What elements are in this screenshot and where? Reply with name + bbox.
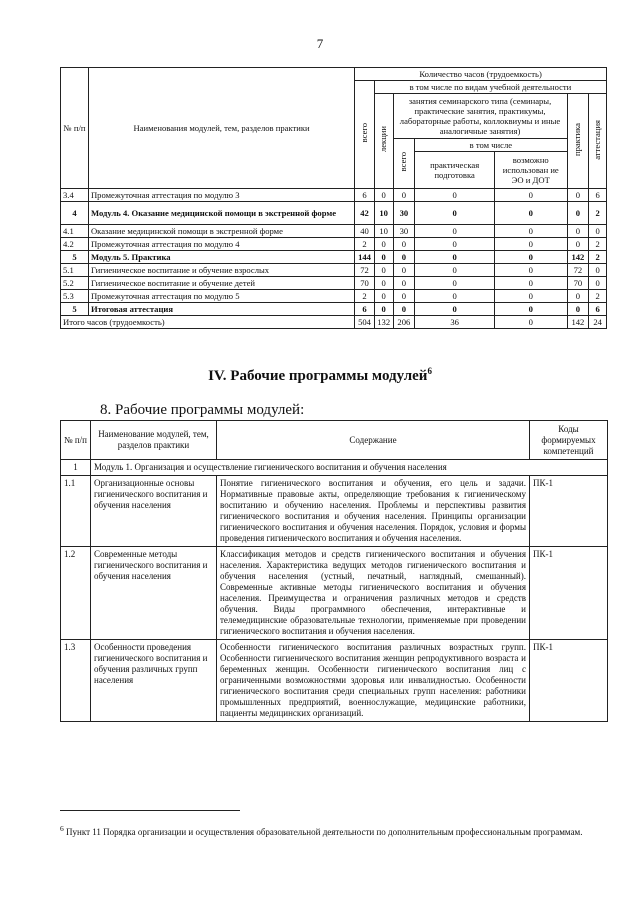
header-practical: практическая подготовка: [415, 152, 495, 189]
table-row-module: 5 Модуль 5. Практика 144 0 0 0 0 142 2: [61, 251, 607, 264]
table-row: 1.1 Организационные основы гигиенического воспитания и обучения населения Понятие гигиенического воспитания и обучения, его цель и задачи. Нормативные правовые акты, определяющие требования к гигиеническому воспитанию и обучению населения. Проблемы и перспективы развития гигиенического воспитания и обучения населения. Принципы организации гигиенического воспитания и обучения населения. Порядок, условия и формы проведения гигиенического воспитания и обучения населения. ПК-1: [61, 476, 608, 547]
module-programs-table: [60, 420, 608, 722]
table-row: 3.4 Промежуточная аттестация по модулю 3 6 0 0 0 0 0 6: [61, 189, 607, 202]
header-total: всего: [355, 81, 375, 189]
header-name: Наименование модулей, тем, разделов практики: [91, 421, 217, 460]
table-row: 1.3 Особенности проведения гигиенического воспитания и обучения различных групп населения Особенности гигиенического воспитания различных возрастных групп. Особенности гигиенического воспитания женщин репродуктивного возраста и беременных женщин. Особенности гигиенического воспитания лиц с ограниченными возможностями здоровья или инвалидностью. Особенности гигиенического воспитания среди специальных групп населения: работники промышленных предприятий, военнослужащие, медицинские работники, пациенты медицинских организаций. ПК-1: [61, 640, 608, 722]
table-row-module: 5 Итоговая аттестация 6 0 0 0 0 0 6: [61, 303, 607, 316]
table-row: 4.2 Промежуточная аттестация по модулю 4 2 0 0 0 0 0 2: [61, 238, 607, 251]
header-num: № п/п: [61, 68, 89, 189]
table-row: 1.2 Современные методы гигиенического воспитания и обучения населения Классификация методов и средств гигиенического воспитания и обучения населения. Характеристика ведущих методов гигиенического воспитания и обучения населения (устный, печатный, наглядный, смешанный). Современные активные методы гигиенического воспитания и обучения населения. Преимущества и ограничения различных методов и средств обучения. Виды программного обеспечения, интерактивные и телемедицинские образовательные технологии, применяемые при проведении гигиенического воспитания и обучения населения. ПК-1: [61, 547, 608, 640]
header-hours: Количество часов (трудоемкость): [355, 68, 607, 81]
header-lectures: лекции: [374, 94, 393, 189]
section-title: IV. Рабочие программы модулей$^6$: [208, 366, 432, 384]
footnote: [60, 822, 607, 839]
footnote-mark: 6: [60, 824, 64, 833]
header-attestation: аттестация: [589, 94, 607, 189]
page-number: 7: [316, 36, 324, 51]
header-codes: Коды формируемых компетенций: [530, 421, 608, 460]
table-row: 5.3 Промежуточная аттестация по модулю 5 2 0 0 0 0 0 2: [61, 290, 607, 303]
header-seminar: занятия семинарского типа (семинары, практические занятия, практикумы, лабораторные работы, коллоквиумы и иные аналогичные занятия): [393, 94, 567, 139]
footnote-divider: [60, 810, 240, 811]
module-row: 1 Модуль 1. Организация и осуществление гигиенического воспитания и обучения населения: [61, 460, 608, 476]
header-incl: в том числе: [415, 139, 567, 152]
table-row: 5.2 Гигиеническое воспитание и обучение детей 70 0 0 0 0 70 0: [61, 277, 607, 290]
header-num: № п/п: [61, 421, 91, 460]
table-row-module: 4 Модуль 4. Оказание медицинской помощи в экстренной форме 42 10 30 0 0 0 2: [61, 202, 607, 225]
table-row-total: Итого часов (трудоемкость) 504 132 206 36 0 142 24: [61, 316, 607, 329]
header-name: Наименования модулей, тем, разделов практики: [88, 68, 354, 189]
footnote-reference: 6: [427, 366, 432, 376]
header-incl-types: в том числе по видам учебной деятельности: [374, 81, 606, 94]
header-content: Содержание: [217, 421, 530, 460]
table-row: 4.1 Оказание медицинской помощи в экстренной форме 40 10 30 0 0 0 0: [61, 225, 607, 238]
subsection-title: 8. Рабочие программы модулей:: [100, 402, 305, 418]
header-practice: практика: [567, 94, 589, 189]
header-eo-dot: возможно использован ие ЭО и ДОТ: [495, 152, 568, 189]
table-row: 5.1 Гигиеническое воспитание и обучение взрослых 72 0 0 0 0 72 0: [61, 264, 607, 277]
hours-table: [60, 67, 607, 329]
header-sem-total: всего: [393, 139, 415, 189]
footnote-text: Пункт 11 Порядка организации и осуществления образовательной деятельности по дополнительным профессиональным программам.: [66, 827, 583, 837]
